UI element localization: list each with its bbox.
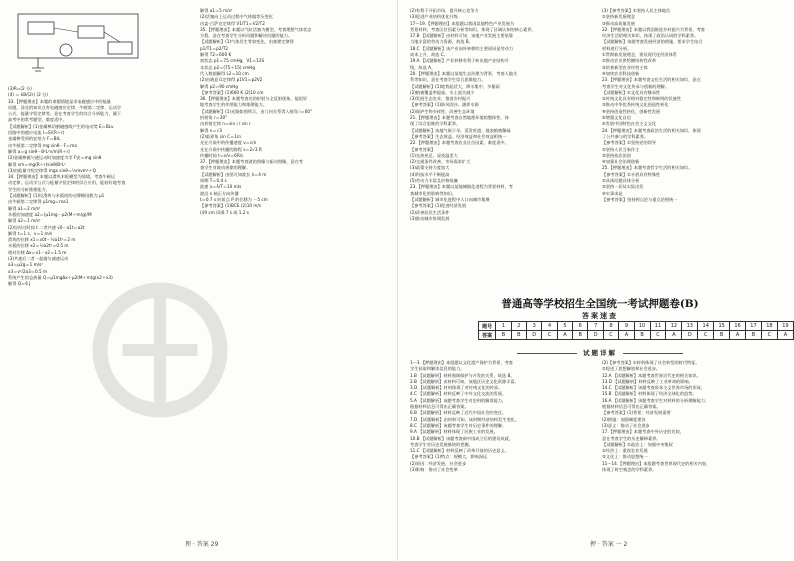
- text-line: 13.D 【试题解析】材料反映了工业革命的影响。: [602, 378, 693, 384]
- text-line: 【试题解析】(1)地势起伏大，降水集中，多暴雨: [410, 83, 500, 89]
- text-line: 材料进行分析。: [602, 45, 632, 51]
- text-line: 【参考答案】(1)特点：规模大，影响深远: [410, 454, 488, 460]
- circuit-diagram: [8, 6, 158, 76]
- text-line: 当地丰富的劳动力资源，故选 B。: [410, 39, 473, 45]
- text-line: ②坚持人民当家作主: [602, 146, 640, 152]
- text-line: 18.C 【试题解析】该产业向外转移的主要原因是劳动力: [410, 45, 514, 51]
- table-cell: B: [746, 331, 762, 340]
- text-line: 2.B 【试题解析】由材料可知，该地区历史文化资源丰富。: [410, 378, 519, 384]
- text-line: 【试题解析】该题考查发展经济的措施，要求学生结合: [602, 39, 703, 45]
- text-line: 【试题解析】(1)光路如图所示，由几何关系得入射角 i＝60°: [200, 108, 313, 114]
- table-row: [479, 322, 794, 331]
- table-cell: B: [496, 331, 511, 340]
- text-line: ⑥发展中国特色社会主义文化: [602, 121, 657, 127]
- table-cell: 13: [682, 322, 698, 331]
- text-line: (4) ＝ kB/(2r) (2 分): [8, 92, 48, 98]
- answer-key-title: 答案速查: [582, 312, 618, 320]
- text-line: 25.【押题理由】本题考查哲学生活的相关知识。: [602, 165, 693, 171]
- text-line: 7.D 【试题解析】由材料可知，该时期经济结构发生变化。: [410, 416, 520, 422]
- text-line: 4.C 【试题解析】材料反映了中外文化交流的发展。: [410, 391, 507, 397]
- text-line: 代入数据解得 L2＝10 cm: [200, 70, 249, 76]
- text-line: (2)活塞向上运动过程中气体做等压变化: [200, 14, 273, 20]
- text-line: ③坚持依法治国: [602, 152, 631, 158]
- text-line: 地考查学生的作图能力和推理能力。: [200, 102, 268, 108]
- table-cell: D: [682, 331, 698, 340]
- text-line: 学生获取和解读信息的能力。: [410, 366, 465, 372]
- text-line: ②推动农业供给侧结构性改革: [602, 58, 657, 64]
- text-line: 光在介质中的传播速度 v＝c/n: [200, 140, 257, 146]
- text-line: 21.【押题理由】本题考查自然地理环境的整体性，体: [410, 115, 509, 121]
- text-line: 由牛顿第二定律得 μ1mg＝ma1: [8, 199, 69, 205]
- text-line: ②坚持新发展理念: [602, 14, 636, 20]
- table-cell: C: [698, 331, 714, 340]
- text-line: (2)原因：经济发展，社会进步: [410, 460, 467, 466]
- text-line: 成本上升，故选 C。: [410, 52, 448, 58]
- text-line: (3)影响：推动了社会变革: [410, 467, 458, 473]
- table-cell: 16: [730, 322, 746, 331]
- text-line: ④加强社会治理创新: [602, 159, 640, 165]
- text-line: 解得 a1＝2 m/s²: [8, 205, 41, 211]
- text-line: 解得 t＝1 s，v＝1 m/s: [8, 230, 53, 236]
- table-cell: A: [730, 331, 746, 340]
- text-line: 周期 T＝0.4 s: [200, 178, 227, 184]
- text-line: 查城市化的影响等知识。: [410, 190, 457, 196]
- table-cell: B: [714, 331, 730, 340]
- text-line: 11～14.【押题理由】本组题考查世界现代史的相关内容，: [602, 460, 711, 466]
- text-line: 35.【押题理由】本题以气缸活塞为模型，考查理想气体状态: [200, 26, 312, 32]
- right-column-2: [602, 8, 788, 290]
- text-line: ④加快农业科技创新: [602, 70, 640, 76]
- table-cell: 2: [511, 322, 526, 331]
- text-line: 20.【押题理由】本题以某地生态治理为背景，考查人地关: [410, 70, 518, 76]
- text-line: 6.B 【试题解析】材料反映了近代中国社会的变迁。: [410, 410, 507, 416]
- text-line: ③培育新型农业经营主体: [602, 64, 648, 70]
- text-line: 查学生对波动规律的理解。: [200, 165, 251, 171]
- text-line: 17～19.【押题理由】本组题以我国某地特色产业发展为: [410, 20, 515, 26]
- text-line: 【参考答案】①矛盾具有特殊性: [602, 171, 661, 177]
- text-line: 22.【押题理由】本题以我国推进乡村振兴为背景，考查: [602, 26, 705, 32]
- table-cell: 18: [761, 322, 777, 331]
- text-line: (3)发展生态农业，推进乡村振兴: [410, 96, 471, 102]
- text-line: (3)政策支持力度加大: [410, 165, 450, 171]
- text-line: 波沿 x 轴正方向传播: [200, 190, 239, 196]
- table-cell: 14: [698, 322, 714, 331]
- text-line: ③推动高质量发展: [602, 20, 636, 26]
- text-line: 末状态 p2＝(75＋15) cmHg: [200, 64, 256, 70]
- text-line: 【参考答案】生态效益、经济效益和社会效益相统一: [410, 133, 507, 139]
- text-line: 解得 a＝g sinθ－B²L²v/m(R＋r): [8, 148, 70, 154]
- text-line: 9.A 【试题解析】材料体现了民族工业的发展。: [410, 429, 498, 435]
- text-line: 解得 vm＝mg(R＋r)sinθ/B²L²: [8, 161, 66, 167]
- text-line: 【试题解析】①政治上：加强中央集权: [602, 441, 673, 447]
- text-line: ③坚持一切从实际出发: [602, 184, 644, 190]
- text-line: 1.B 【试题解析】材料强调保护与开发的关系，故选 B。: [410, 372, 515, 378]
- text-line: (3)共速后二者一起做匀减速运动: [8, 256, 69, 262]
- text-line: 14.C 【试题解析】该题考查资本主义世界市场的形成。: [602, 385, 706, 391]
- table-cell: A: [777, 331, 793, 340]
- answer-key-table: [478, 321, 794, 340]
- text-line: a3＝μ2g＝1 m/s²: [8, 262, 43, 268]
- table-cell: C: [603, 331, 618, 340]
- text-line: 22.【押题理由】本题考查农业区位因素，难度适中。: [410, 140, 509, 146]
- text-line: (i)9 cm (ii)0.7 s 或 1.2 s: [200, 209, 249, 215]
- table-cell: A: [557, 331, 572, 340]
- text-line: 【试题解析】由图可知波长 λ＝4 m: [200, 171, 267, 177]
- text-line: 15.B 【试题解析】材料体现了经济全球化的趋势。: [602, 391, 697, 397]
- table-cell: 6: [573, 322, 588, 331]
- watermark-logo: [85, 275, 235, 425]
- text-line: 折射角 r＝30°: [200, 115, 228, 121]
- text-line: 由折射定律 n＝sin i / sin r: [200, 121, 251, 127]
- text-line: 3.D 【试题解析】材料体现了对传统文化的传承。: [410, 385, 503, 391]
- text-line: ①贯彻新发展理念，建设现代化经济体系: [602, 52, 677, 58]
- text-line: (2)措施：加强制度建设: [602, 416, 646, 422]
- text-line: 体现了时空观念的学科素养。: [602, 467, 657, 473]
- text-line: (2)设经过时间 t 二者共速 v0－a1t＝a2t: [8, 224, 85, 230]
- text-line: 12.A 【试题解析】本题考查世界近代史的相关知识。: [602, 372, 701, 378]
- text-line: (2)交通条件改善，市场需求扩大: [410, 159, 471, 165]
- text-line: 16.A 【试题解析】该题考查学生对材料的分析理解能力，: [602, 397, 710, 403]
- text-line: 系等知识，意在考查学生综合思维能力。: [410, 77, 486, 83]
- row-label: 答案: [479, 331, 496, 340]
- text-line: 【参考答案】(1)背景：经济发展需要: [602, 410, 671, 416]
- text-line: 【参考答案】(1)防风固沙，涵养水源: [410, 102, 479, 108]
- table-cell: B: [511, 331, 526, 340]
- table-cell: A: [619, 331, 634, 340]
- text-line: 方程，意在考查学生分析问题和解决问题的能力。: [200, 33, 293, 39]
- text-line: (3)促进产业结构优化升级: [410, 14, 458, 20]
- text-line: 由牛顿第二定律得 mg sinθ－F＝ma: [8, 142, 77, 148]
- text-line: 【试题解析】(1)气体发生等容变化，由查理定律得: [200, 39, 294, 45]
- text-line: (3)由能量守恒定律得 mgx sinθ＝½mvm²＋Q: [8, 167, 96, 173]
- text-line: 解得 Q＝6 J: [8, 281, 31, 287]
- text-line: (3)R=(2 分): [8, 86, 32, 91]
- text-line: 【试题解析】该地气候干旱，蒸发旺盛，地表植被稀疏: [410, 127, 511, 133]
- text-line: ③文化上：推动思想统一: [602, 454, 648, 460]
- text-line: (3)意义：推动了社会进步: [602, 422, 650, 428]
- text-line: ②促进了思想解放和社会进步。: [602, 366, 661, 372]
- text-line: 解得 a2＝1 m/s²: [8, 218, 41, 224]
- text-line: 【参考答案】坚持两点论与重点论相统一: [602, 196, 678, 202]
- text-line: (2)改善居民生活条件: [410, 209, 450, 215]
- text-line: 37.【押题理由】本题考查波的图像与振动图像，意在考: [200, 159, 303, 165]
- text-line: 公式、能量守恒定律等，意在考查学生的综合分析能力，属于: [8, 111, 122, 117]
- text-line: (2)临界角 sin C＝1/n: [200, 133, 241, 139]
- text-line: ②传统文化具有相对稳定性和鲜明的民族性: [602, 96, 682, 102]
- text-line: 现了综合思维的学科素养。: [410, 121, 461, 127]
- table-cell: D: [526, 331, 541, 340]
- text-line: ③推动中华优秀传统文化创造性转化: [602, 102, 669, 108]
- table-cell: 17: [746, 322, 762, 331]
- text-line: 金属棒受到的安培力 F＝BIL: [8, 136, 61, 142]
- text-line: 17.B 【试题解析】由材料可知，该地产业发展主要依靠: [410, 33, 513, 39]
- text-line: (1)光热充足，昼夜温差大: [410, 152, 458, 158]
- text-line: (2)保护生物多样性，改善生态环境: [410, 108, 475, 114]
- table-cell: 3: [526, 322, 541, 331]
- text-line: 光在介质中传播的路程 s＝2√3 R: [200, 146, 262, 152]
- text-line: 回路中的感应电流 I＝E/(R＋r): [8, 130, 65, 136]
- text-line: 学生的分析推理能力。: [8, 186, 50, 192]
- text-line: 【试题解析】(1)金属棒切割磁感线产生的电动势 E＝BLv: [8, 123, 114, 129]
- text-line: 【试题解析】(1)设滑块与木板间的动摩擦因数为 μ1: [8, 193, 105, 199]
- table-cell: 12: [666, 322, 682, 331]
- detailed-solutions-title: 试题详解: [410, 348, 790, 357]
- text-line: 5.A 【试题解析】该题考查学生对史料的解读能力，: [410, 397, 507, 403]
- text-line: 系统产生的总热量 Q＝μ1mgΔx＋μ2(M＋m)g(x2＋x3): [8, 274, 113, 280]
- table-cell: D: [588, 331, 603, 340]
- table-cell: 1: [496, 322, 511, 331]
- table-cell: 5: [557, 322, 572, 331]
- text-line: 解得 T2＝600 K: [200, 52, 232, 58]
- exam-title: 普通高等学校招生全国统一考试押题卷(B): [501, 298, 699, 310]
- text-line: 11.C 【试题解析】材料反映了改革开放的历史意义。: [410, 448, 509, 454]
- table-row: [479, 331, 794, 340]
- table-cell: 10: [634, 322, 650, 331]
- text-line: ②经济上：重视农业发展: [602, 448, 648, 454]
- text-line: 10.B 【试题解析】该题考查新中国成立后的建设成就，: [410, 435, 513, 441]
- text-line: 根据材料信息可得出正确答案。: [410, 404, 469, 410]
- page-footer-right: 押 · 答案 一 2: [590, 541, 628, 548]
- text-line: 36.【押题理由】本题考查光的折射与全反射现象，能很好: [200, 96, 308, 102]
- right-column-1: [410, 8, 595, 290]
- table-cell: C: [650, 331, 666, 340]
- text-line: 24.【押题理由】本题考查政治生活的相关知识，体现: [602, 127, 701, 133]
- text-line: 由盖-吕萨克定律得 V1/T1＝V2/T2: [200, 20, 265, 26]
- text-line: 【参考答案】(1)BCE (2)10 m/s: [200, 203, 262, 209]
- page-fold-divider: [397, 0, 398, 561]
- table-cell: 4: [542, 322, 557, 331]
- text-line: 【参考答案】①坚持党的领导: [602, 140, 657, 146]
- text-line: (2)【参考答案】①材料体现了社会转型的时代特征。: [602, 360, 700, 365]
- text-line: (2)植被覆盖率提高，水土流失减少: [410, 89, 475, 95]
- text-line: 波速 v＝λ/T＝10 m/s: [200, 184, 242, 190]
- right-column-2-lower: [602, 360, 788, 534]
- table-cell: 15: [714, 322, 730, 331]
- right-column-1-lower: [410, 360, 595, 534]
- text-line: 解得 p2＝90 cmHg: [200, 83, 239, 89]
- text-line: (2)由玻意耳定律得 p1V1＝p2V2: [200, 77, 263, 83]
- text-line: 相对位移 Δx＝x1－x2＝1.5 m: [8, 249, 67, 255]
- text-line: 23.【押题理由】本题考查文化生活的相关知识，意在: [602, 77, 701, 83]
- text-line: 解得 n＝√3: [200, 127, 222, 133]
- table-cell: 19: [777, 322, 793, 331]
- text-line: (3)推动城乡协调发展: [410, 215, 450, 221]
- text-line: 考查学生对文化传承与创新的理解。: [602, 83, 670, 89]
- text-line: (4)科技水平不断提高: [410, 171, 450, 177]
- table-cell: C: [542, 331, 557, 340]
- text-line: (2)金属棒做匀速运动时加速度为零 F安＝mg sinθ: [8, 155, 102, 161]
- left-column-2: [200, 8, 388, 534]
- text-line: t＝0.7 s 时质点 P 的位移为 －5 cm: [200, 196, 268, 202]
- text-line: 8.C 【试题解析】该题考查学生对历史事件的理解。: [410, 422, 507, 428]
- table-cell: 7: [588, 322, 603, 331]
- text-line: (5)劳动力丰富且价格低廉: [410, 178, 458, 184]
- table-cell: B: [634, 331, 650, 340]
- text-line: 高考中的常考题型，难度适中。: [8, 117, 67, 123]
- page-footer-left: 理 · 答案 29: [185, 541, 219, 548]
- text-line: 【试题解析】①文化具有继承性: [602, 89, 661, 95]
- table-cell: 11: [650, 322, 666, 331]
- text-line: ④实事求是: [602, 190, 623, 196]
- text-line: 问题，涉及的知识点有电磁感应定律、牛顿第二定律、运动学: [8, 104, 122, 110]
- table-cell: 8: [603, 322, 618, 331]
- text-line: 滑块的位移 x1＝v0t－½a1t²＝2 m: [8, 237, 76, 243]
- text-line: 34.【押题理由】本题以滑块木板模型为情境，考查牛顿运: [8, 174, 116, 180]
- text-line: 23.【押题理由】本题以某地城镇化进程为背景材料，考: [410, 184, 513, 190]
- text-line: x3＝v²/2a3＝0.5 m: [8, 268, 48, 274]
- text-line: ②具体问题具体分析: [602, 178, 640, 184]
- text-line: (2)有利于开拓市场，提升核心竞争力: [410, 8, 479, 13]
- text-line: 级，故选 A。: [410, 64, 436, 70]
- table-cell: B: [573, 331, 588, 340]
- text-line: 1～3.【押题理由】本组题以文化遗产保护为背景，考查: [410, 360, 513, 365]
- row-label: 题号: [479, 322, 496, 331]
- text-line: 【试题解析】城市化进程中人口向城市集聚: [410, 196, 490, 202]
- text-line: 【参考答案】(1)600 K (2)10 cm: [200, 89, 264, 95]
- table-cell: A: [666, 331, 682, 340]
- text-line: 了公共参与的学科素养。: [602, 133, 649, 139]
- text-line: 根据材料信息可得出正确答案。: [602, 404, 661, 410]
- text-line: 传播时间 t＝s/v＝6R/c: [200, 152, 244, 158]
- table-cell: 9: [619, 322, 634, 331]
- text-line: 解得 a1＝5 m/s²: [200, 8, 233, 13]
- text-line: 33.【押题理由】本题的命题情境是求电磁感应中的能量: [8, 98, 111, 104]
- text-line: 意在考查学生的历史解释素养。: [602, 435, 661, 441]
- text-line: 木板的位移 x2＝½a2t²＝0.5 m: [8, 243, 69, 249]
- text-line: ⑤增强文化自信: [602, 115, 631, 121]
- text-line: 【参考答案】: [410, 146, 436, 152]
- text-line: (3)【参考答案】①坚持人民主体地位: [602, 8, 671, 13]
- text-line: 考查学生对历史发展脉络的把握。: [410, 441, 473, 447]
- text-line: 【参考答案】(1)促进经济发展: [410, 203, 467, 209]
- text-line: 17.【押题理由】本题考查中外历史的比较，: [602, 429, 685, 435]
- text-line: p1/T1＝p2/T2: [200, 45, 229, 51]
- text-line: 动定律、运动学公式与能量守恒定律的综合应用，能较好地考查: [8, 180, 126, 186]
- text-line: 木板的加速度 a2＝(μ1mg－μ2(M＋m)g)/M: [8, 211, 92, 217]
- text-line: 背景材料，考查区位因素分析等知识，体现了区域认知的核心素养。: [410, 26, 536, 32]
- text-line: 19.A 【试题解析】产业转移有利于转出地产业结构升: [410, 58, 509, 64]
- table-cell: C: [761, 331, 777, 340]
- text-line: 经济生活的相关知识，体现了政治认同的学科素养。: [602, 33, 699, 39]
- text-line: 初状态 p1＝75 cmHg，V1＝12S: [200, 58, 265, 64]
- text-line: ④坚持创造性转化、创新性发展: [602, 108, 661, 114]
